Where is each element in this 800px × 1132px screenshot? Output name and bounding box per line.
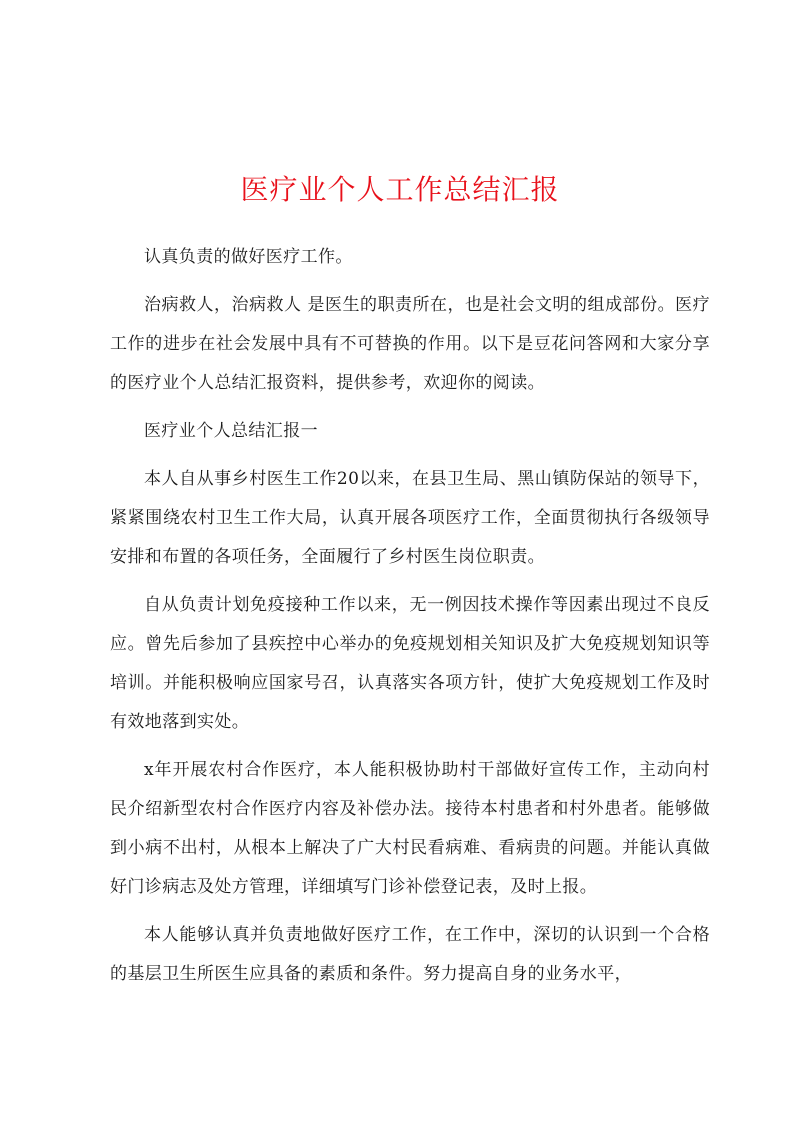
paragraph-4: 本人能够认真并负责地做好医疗工作，在工作中，深切的认识到一个合格的基层卫生所医生应具备的素质和条件。努力提高自身的业务水平， bbox=[110, 925, 710, 984]
paragraph-3: x年开展农村合作医疗，本人能积极协助村干部做好宣传工作，主动向村民介绍新型农村合作医疗内容及补偿办法。接待本村患者和村外患者。能够做到小病不出村，从根本上解决了广大村民看病难、看病贵的问题。并能认真做好门诊病志及处方管理，详细填写门诊补偿登记表，及时上报。 bbox=[110, 760, 710, 897]
document-body bbox=[110, 238, 710, 1003]
paragraph-1: 本人自从事乡村医生工作20以来，在县卫生局、黑山镇防保站的领导下，紧紧围绕农村卫生工作大局，认真开展各项医疗工作，全面贯彻执行各级领导安排和布置的各项任务，全面履行了乡村医生岗位职责。 bbox=[110, 469, 710, 567]
paragraph-2: 自从负责计划免疫接种工作以来，无一例因技术操作等因素出现过不良反应。曾先后参加了县疾控中心举办的免疫规划相关知识及扩大免疫规划知识等培训。并能积极响应国家号召，认真落实各项方针，使扩大免疫规划工作及时有效地落到实处。 bbox=[110, 595, 710, 732]
section-heading: 医疗业个人总结汇报一 bbox=[144, 421, 318, 441]
paragraph-intro: 认真负责的做好医疗工作。 bbox=[144, 247, 353, 267]
page-title: 医疗业个人工作总结汇报 bbox=[240, 173, 560, 206]
paragraph-preface: 治病救人，治病救人 是医生的职责所在，也是社会文明的组成部份。医疗工作的进步在社会发展中具有不可替换的作用。以下是豆花问答网和大家分享的医疗业个人总结汇报资料，提供参考，欢迎你的阅读。 bbox=[110, 295, 710, 393]
